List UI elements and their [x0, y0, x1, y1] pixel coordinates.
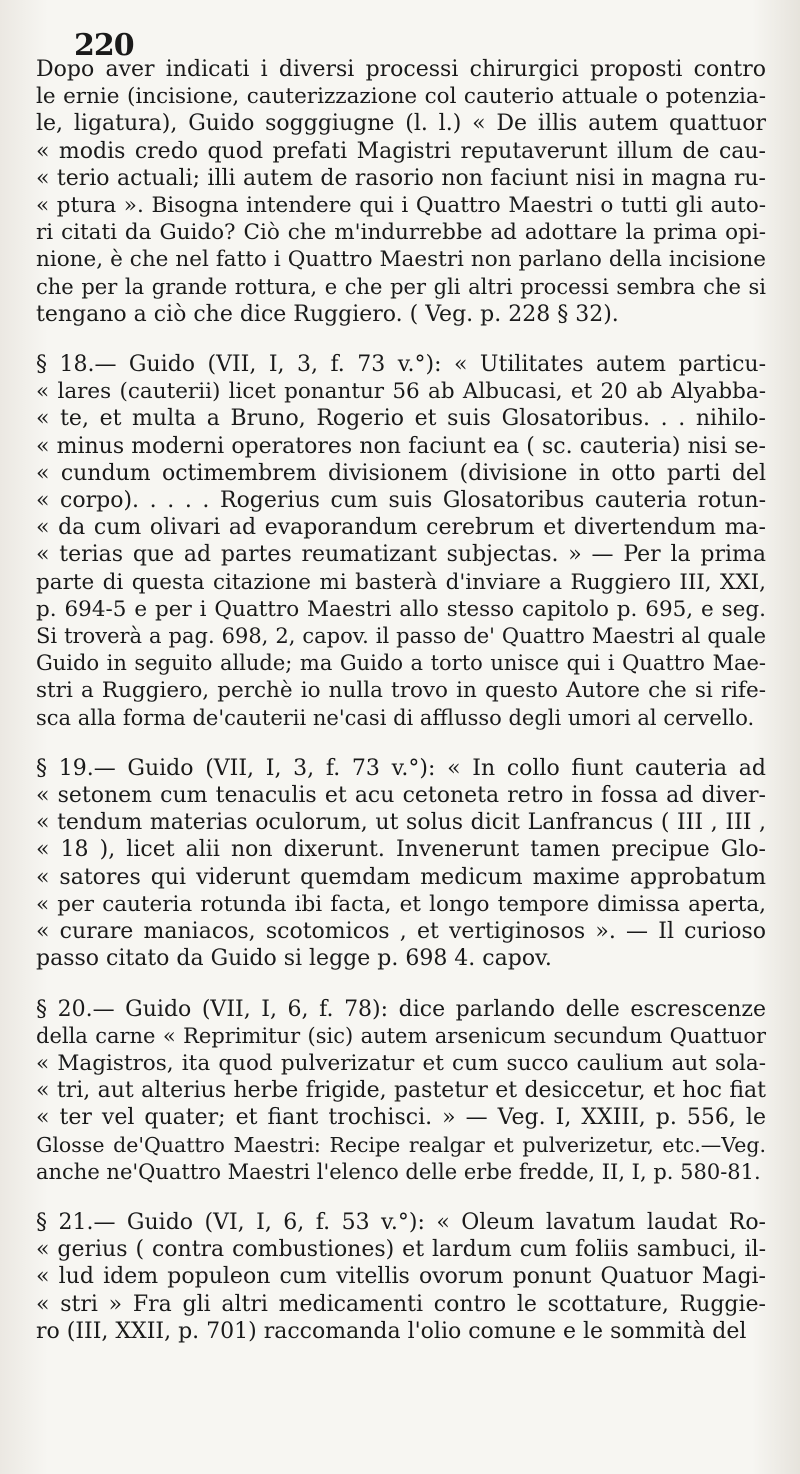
text-line: « lud idem populeon cum vitellis ovorum ponunt Quatuor Magi- [36, 1264, 766, 1290]
text-line: « tri, aut alterius herbe frigide, pastetur et desiccetur, et hoc fiat [36, 1078, 766, 1104]
text-line: § 19.— Guido (VII, I, 3, f. 73 v.°): « In collo fiunt cauteria ad [36, 755, 766, 781]
body-text [36, 56, 766, 1345]
text-line: le, ligatura), Guido sogggiugne (l. l.) « De illis autem quattuor [36, 111, 766, 137]
text-line: « da cum olivari ad evaporandum cerebrum et divertendum ma- [36, 515, 766, 541]
text-line: stri a Ruggiero, perchè io nulla trovo in questo Autore che si rife- [36, 678, 766, 704]
paragraph-s20 [36, 996, 766, 1186]
page-number: 220 [74, 28, 134, 63]
text-line: « satores qui viderunt quemdam medicum maxime approbatum [36, 864, 766, 890]
text-line: tengano a ciò che dice Ruggiero. ( Veg. p. 228 § 32). [36, 301, 619, 327]
text-line: le ernie (incisione, cauterizzazione col cauterio attuale o potenzia- [36, 84, 766, 110]
text-line: « te, et multa a Bruno, Rogerio et suis Glosatoribus. . . nihilo- [36, 406, 766, 432]
text-line: « tendum materias oculorum, ut solus dicit Lanfrancus ( III , III , [36, 810, 766, 836]
text-line: § 21.— Guido (VI, I, 6, f. 53 v.°): « Oleum lavatum laudat Ro- [36, 1209, 766, 1235]
text-line: « terio actuali; illi autem de rasorio non faciunt nisi in magna ru- [36, 165, 766, 191]
text-line: « Magistros, ita quod pulverizatur et cum succo caulium aut sola- [36, 1050, 766, 1076]
text-line: « stri » Fra gli altri medicamenti contro le scottature, Ruggie- [36, 1291, 766, 1317]
text-line: « minus moderni operatores non faciunt ea ( sc. cauteria) nisi se- [36, 433, 766, 459]
text-line: Si troverà a pag. 698, 2, capov. il passo de' Quattro Maestri al quale [36, 624, 766, 649]
text-line: « ptura ». Bisogna intendere qui i Quattro Maestri o tutti gli auto- [36, 193, 766, 219]
text-line: Dopo aver indicati i diversi processi chirurgici proposti contro [36, 57, 766, 82]
text-line: § 18.— Guido (VII, I, 3, f. 73 v.°): « Utilitates autem particu- [36, 352, 766, 378]
paragraph-s18 [36, 351, 766, 732]
text-line: anche ne'Quattro Maestri l'elenco delle erbe fredde, II, I, p. 580-81. [36, 1159, 761, 1184]
text-line: « modis credo quod prefati Magistri reputaverunt illum de cau- [36, 138, 766, 164]
text-line: « setonem cum tenaculis et acu cetoneta retro in fossa ad diver- [36, 783, 766, 809]
text-line: nione, è che nel fatto i Quattro Maestri non parlano della incisione [36, 247, 766, 273]
text-line: « curare maniacos, scotomicos , et vertiginosos ». — Il curioso [36, 919, 766, 945]
text-line: « lares (cauterii) licet ponantur 56 ab Albucasi, et 20 ab Alyabba- [36, 379, 766, 405]
text-line: ri citati da Guido? Ciò che m'indurrebbe ad adottare la prima opi- [36, 220, 766, 246]
text-line: « 18 ), licet alii non dixerunt. Invenerunt tamen precipue Glo- [36, 837, 766, 863]
text-line: « cundum octimembrem divisionem (divisione in otto parti del [36, 460, 766, 486]
text-line: « corpo). . . . . Rogerius cum suis Glosatoribus cauteria rotun- [36, 488, 766, 514]
text-line: p. 694-5 e per i Quattro Maestri allo stesso capitolo p. 695, e seg. [36, 596, 766, 622]
paragraph-s19 [36, 755, 766, 973]
paragraph-intro [36, 56, 766, 328]
text-line: passo citato da Guido si legge p. 698 4. capov. [36, 946, 552, 972]
text-line: Glosse de'Quattro Maestri: Recipe realgar et pulverizetur, etc.—Veg. [36, 1132, 766, 1157]
text-line: « per cauteria rotunda ibi facta, et longo tempore dimissa aperta, [36, 891, 766, 917]
paragraph-s21 [36, 1209, 766, 1345]
text-line: sca alla forma de'cauterii ne'casi di afflusso degli umori al cervello. [36, 705, 755, 730]
text-line: della carne « Reprimitur (sic) autem arsenicum secundum Quattuor [36, 1023, 766, 1048]
text-line: Guido in seguito allude; ma Guido a torto unisce qui i Quattro Mae- [36, 651, 766, 676]
text-line: parte di questa citazione mi basterà d'inviare a Ruggiero III, XXI, [36, 569, 766, 595]
text-line: « terias que ad partes reumatizant subjectas. » — Per la prima [36, 542, 766, 568]
text-line: « gerius ( contra combustiones) et lardum cum foliis sambuci, il- [36, 1237, 766, 1263]
text-line: « ter vel quater; et fiant trochisci. » — Veg. I, XXIII, p. 556, le [36, 1105, 766, 1131]
text-line: che per la grande rottura, e che per gli altri processi sembra che si [36, 274, 766, 299]
text-line: § 20.— Guido (VII, I, 6, f. 78): dice parlando delle escrescenze [36, 996, 766, 1022]
text-line: ro (III, XXII, p. 701) raccomanda l'olio comune e le sommità del [36, 1318, 747, 1344]
